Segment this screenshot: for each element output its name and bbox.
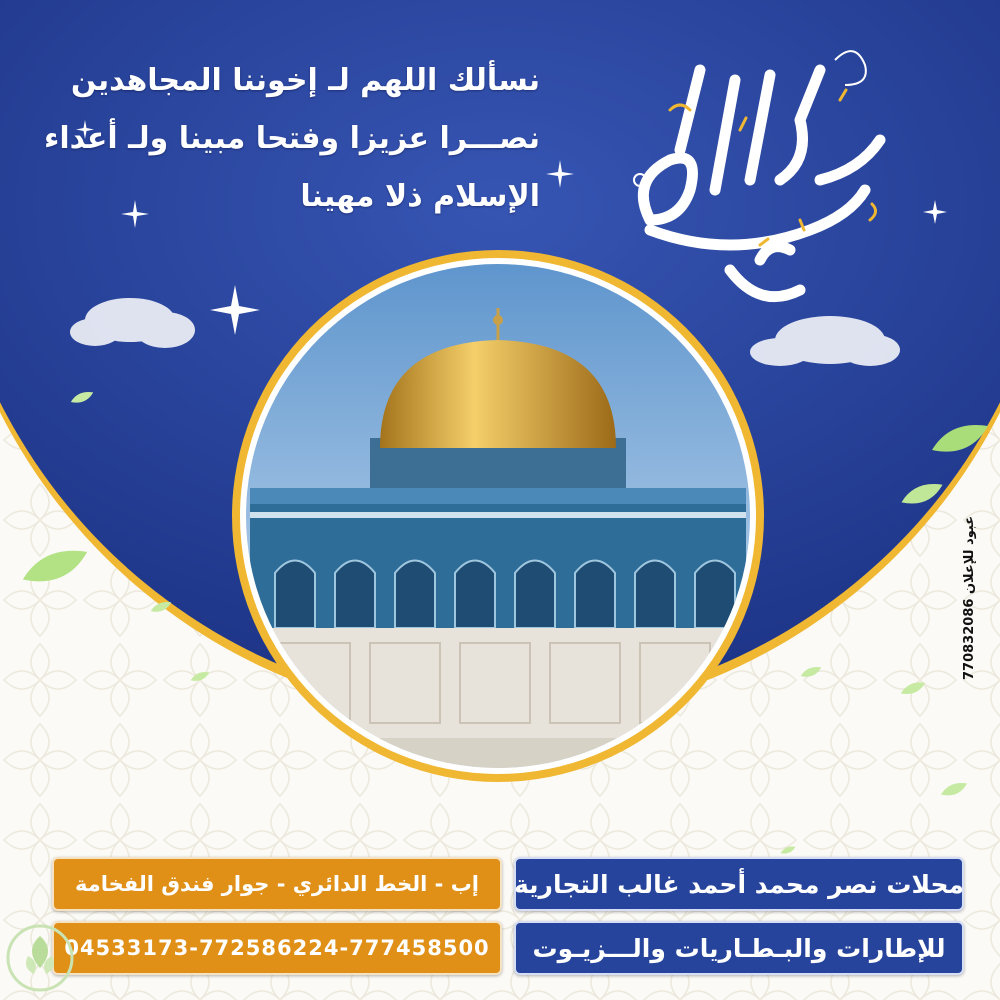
shop-address: إب - الخط الدائري - جوار فندق الفخامة (52, 857, 502, 911)
green-leaf-icon (780, 845, 796, 856)
green-leaf-icon (70, 390, 94, 406)
green-leaf-icon (150, 600, 172, 615)
green-leaf-icon (800, 665, 822, 680)
shop-phones: 04533173-772586224-777458500 (52, 921, 502, 975)
green-leaf-icon (20, 545, 90, 591)
green-leaf-icon (900, 680, 926, 698)
green-leaf-icon (190, 670, 210, 684)
shop-name: محلات نصر محمد أحمد غالب التجارية (514, 857, 964, 911)
dua-line: الإسلام ذلا مهينا (300, 179, 540, 214)
leaf-logo-icon (4, 922, 76, 994)
shop-goods: للإطارات والبـطـاريات والـــزيـوت (514, 921, 964, 975)
dua-line: نسألك اللهم لـ إخوننا المجاهدين (70, 63, 540, 98)
dome-of-the-rock-photo (230, 248, 766, 784)
green-leaf-icon (900, 480, 944, 510)
green-leaf-icon (930, 420, 990, 460)
dua-line: نصـــرا عزيزا وفتحا مبينا ولـ أعداء (43, 121, 540, 156)
green-leaf-icon (940, 780, 968, 800)
dua-text (20, 52, 540, 226)
ad-credit: عبود للإعلان 770832086 (962, 515, 977, 680)
